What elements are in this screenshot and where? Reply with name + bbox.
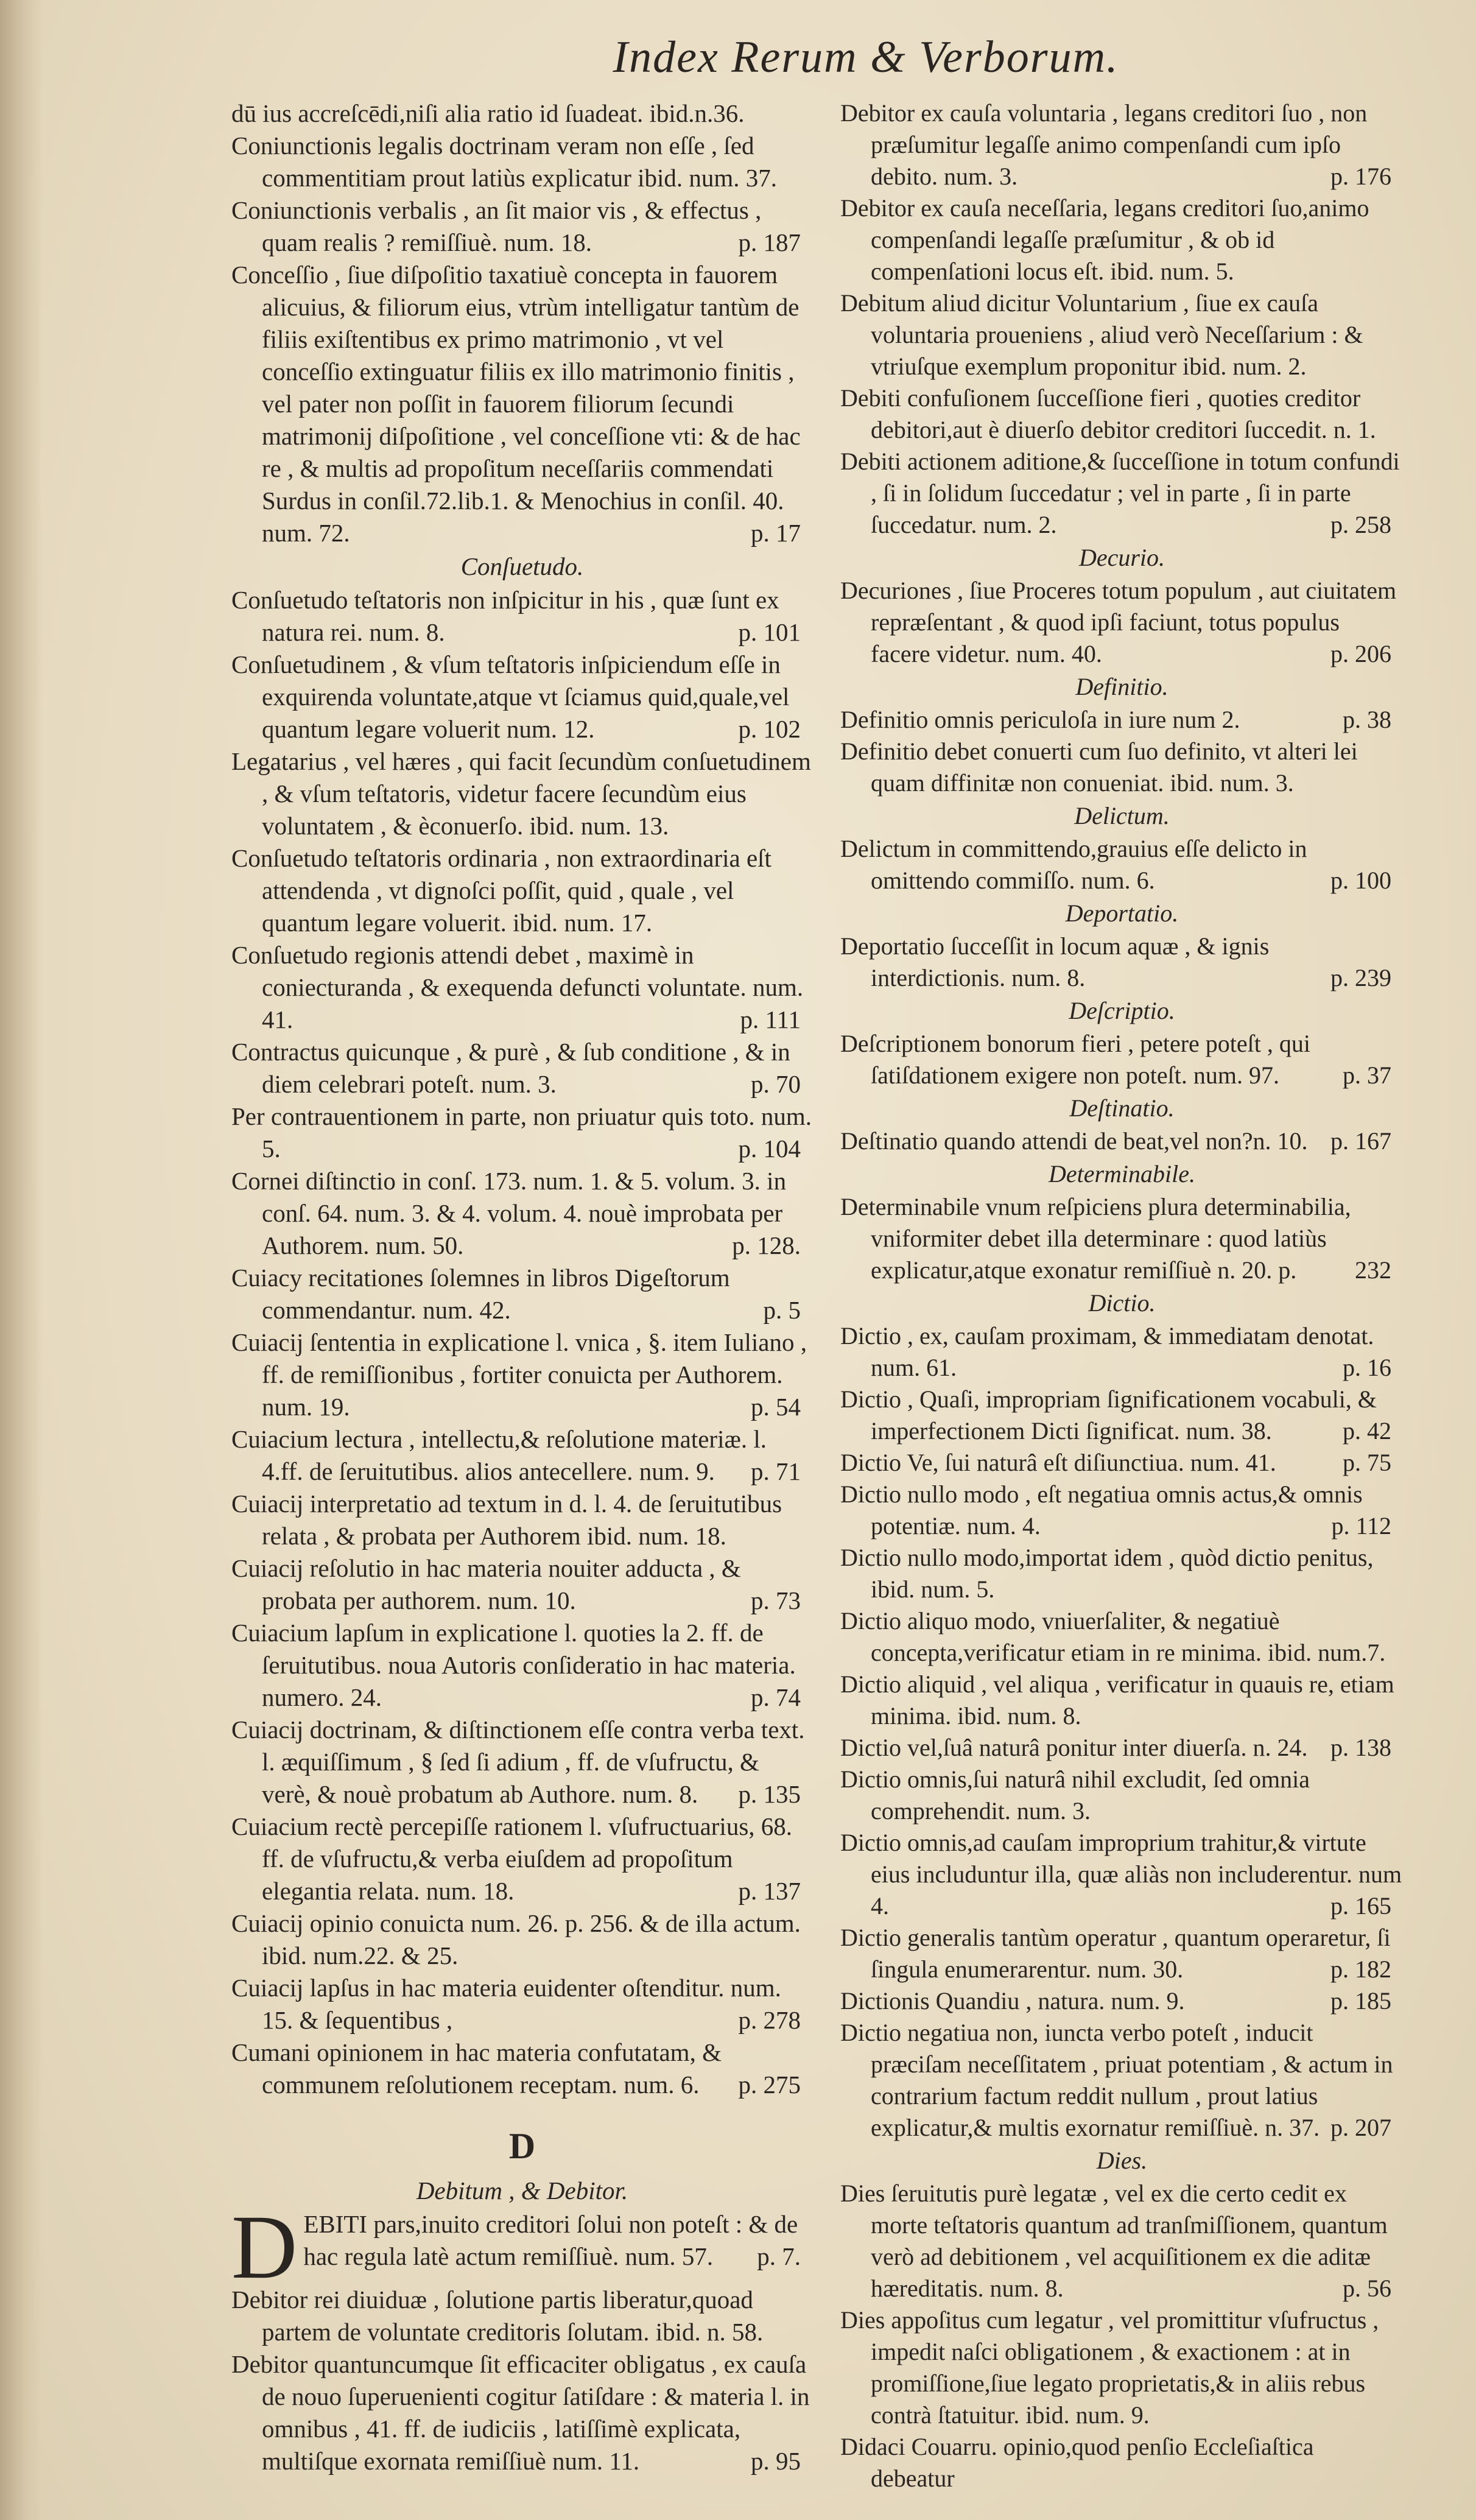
entry-text: Cuiacium lapſum in explicatione l. quoties la 2. ff. de ſeruitutibus. noua Autoris conſideratio in hac materia. numero. 24. [231,1619,796,1711]
index-entry [840,1479,1404,1542]
entry-text: Dictio negatiua non, iuncta verbo poteſt , inducit præciſam neceſſitatem , priuat potentiam , & actum in contrarium factum reddit nullum , prout latius explicatur,& multis exornatur remiſſiuè. n. 37. [840,2019,1393,2141]
index-entry [231,1907,813,1972]
index-entry [840,1028,1404,1091]
entry-text: dū ius accreſcēdi,niſi alia ratio id ſuadeat. ibid.n.36. [231,99,745,127]
entry-text: Conſuetudo teſtatoris ordinaria , non extraordinaria eſt attendenda , vt dignoſci poſſit, quid , quale , vel quantum legare voluerit. ibid. num. 17. [231,844,771,937]
page-reference: p. 100 [1330,867,1391,894]
index-entry [840,446,1404,541]
entry-text: Dictio omnis,ad cauſam improprium trahitur,& virtute eius includuntur illa, quæ aliàs non includerentur. num 4. [840,1829,1402,1920]
entry-text: Dictio nullo modo , eſt negatiua omnis actus,& omnis potentiæ. num. 4. [840,1480,1363,1540]
section-heading-deportatio: Deportatio. [1065,899,1179,927]
entry-text: Cornei diſtinctio in conſ. 173. num. 1. & 5. volum. 3. in conſ. 64. num. 3. & 4. volum. 4. nouè improbata per Authorem. num. 50. [231,1167,787,1259]
index-entry [840,575,1404,670]
entry-text: Legatarius , vel hæres , qui facit ſecundùm conſuetudinem , & vſum teſtatoris, videtur facere ſecundùm eius voluntatem , & èconuerſo. ibid. num. 13. [231,747,811,840]
entry-text: Cuiacij reſolutio in hac materia nouiter adducta , & probata per authorem. num. 10. [231,1554,741,1614]
entry-text: Cuiacium rectè percepiſſe rationem l. vſufructuarius, 68. ff. de vſufructu,& verba eiuſdem ad propoſitum elegantia relata. num. 18. [231,1812,793,1905]
index-entry [231,2284,813,2348]
page-reference: p. 112 [1331,1512,1391,1540]
entry-text: Dies appoſitus cum legatur , vel promittitur vſufructus , impedit naſci obligationem , & exactionem : at in promiſſione,ſiue legato proprietatis,& in aliis rebus contrà ſtatuitur. ibid. num. 9. [840,2306,1379,2429]
index-entry [231,2036,813,2101]
drop-cap: D [231,2197,298,2298]
entry-text: Dictio , Quaſi, impropriam ſignificationem vocabuli, & imperfectionem Dicti ſignificat. num. 38. [840,1385,1377,1445]
entry-text: Cuiacij lapſus in hac materia euidenter oſtenditur. num. 15. & ſequentibus , [231,1974,781,2034]
entry-text: Dictio generalis tantùm operatur , quantum operaretur, ſi ſingula enumerarentur. num. 30. [840,1924,1391,1983]
page-reference: p. 128. [732,1231,801,1259]
index-entry [231,1617,813,1714]
entry-text: Conſuetudinem , & vſum teſtatoris inſpiciendum eſſe in exquirenda voluntate,atque vt ſciamus quid,quale,vel quantum legare voluerit num. 12. [231,650,790,743]
page-reference: p. 42 [1343,1417,1391,1445]
index-entry [231,1100,813,1165]
index-entry [840,1542,1404,1605]
index-entry [231,584,813,649]
section-heading-dies: Dies. [1096,2147,1148,2174]
index-entry [840,1384,1404,1447]
entry-text: Definitio debet conuerti cum ſuo definito, vt alteri lei quam diffinitæ non conueniat. ibid. num. 3. [840,737,1358,797]
entry-text: Cuiacij ſententia in explicatione l. vnica , §. item Iuliano , ff. de remiſſionibus , fortiter conuicta per Authorem. num. 19. [231,1328,807,1421]
section-heading-delictum: Delictum. [1074,802,1170,829]
page-reference: p. 101 [738,618,801,646]
index-entry [840,2431,1404,2494]
index-entry [231,1714,813,1811]
entry-text: Cuiacij doctrinam, & diſtinctionem eſſe contra verba text. l. æquiſſimum , § ſed ſi adium , ff. de vſufructu, & verè, & nouè probatum ab Authore. num. 8. [231,1716,805,1808]
index-entry [840,2017,1404,2144]
page-reference: p. 74 [751,1683,801,1711]
page-reference: p. 278 [738,2006,801,2034]
entry-text: Determinabile vnum reſpiciens plura determinabilia, vniformiter debet illa determinare : quod latiùs explicatur,atque exonatur remiſſiuè n. 20. p. [840,1193,1351,1284]
index-entry [231,1488,813,1552]
section-heading-descriptio: Deſcriptio. [1069,997,1175,1024]
page-reference: p. 138 [1330,1734,1391,1761]
entry-text: Debitor rei diuiduæ , ſolutione partis liberatur,quoad partem de voluntate creditoris ſolutam. ibid. n. 58. [231,2286,764,2346]
index-entry [840,833,1404,896]
section-heading-definitio: Definitio. [1075,673,1168,700]
section-heading-dictio: Dictio. [1088,1289,1156,1317]
index-entry [840,704,1404,736]
entry-text: Dictio omnis,ſui naturâ nihil excludit, ſed omnia comprehendit. num. 3. [840,1765,1310,1825]
section-heading-destinatio: Deſtinatio. [1069,1094,1175,1122]
right-column [840,97,1404,2494]
index-entry [840,931,1404,994]
page-reference: p. 102 [738,715,801,743]
page-reference: p. 185 [1330,1987,1391,2015]
section-heading-decurio: Decurio. [1078,544,1165,571]
entry-text: Didaci Couarru. opinio,quod penſio Eccleſiaſtica debeatur [840,2433,1314,2492]
entry-text: Dictio , ex, cauſam proximam, & immediatam denotat. num. 61. [840,1322,1374,1381]
page-reference: p. 73 [751,1586,801,1614]
page-reference: p. 70 [751,1070,801,1098]
entry-text: Deſtinatio quando attendi de beat,vel non?n. 10. [840,1127,1308,1155]
entry-text: Conſuetudo regionis attendi debet , maximè in coniecturanda , & exequenda defuncti voluntate. num. 41. [231,941,804,1033]
entry-text: Dictio nullo modo,importat idem , quòd dictio penitus, ibid. num. 5. [840,1544,1374,1603]
index-entry [231,1262,813,1326]
entry-text: Debitor ex cauſa neceſſaria, legans creditori ſuo,animo compenſandi legaſſe præſumitur , & ob id compenſationi locus eſt. ibid. num. 5. [840,194,1369,285]
entry-text: Debitor quantuncumque ſit efficaciter obligatus , ex cauſa de nouo ſuperuenienti cogitur ſatiſdare : & materia l. in omnibus , 41. ff. de iudiciis , latiſſimè explicata, multiſque exornata remiſſiuè num. 11. [231,2350,810,2475]
entry-text: Debitor ex cauſa voluntaria , legans creditori ſuo , non præſumitur legaſſe animo compenſandi cum ipſo debito. num. 3. [840,99,1368,190]
index-entry [231,130,813,194]
index-entry [840,736,1404,799]
page-reference: p. 17 [751,519,801,547]
index-entry [840,287,1404,382]
index-entry [231,97,813,130]
index-entry [231,2348,813,2477]
page-reference: p. 95 [751,2447,801,2475]
page-reference: p. 54 [751,1393,801,1421]
entry-text: Cuiacium lectura , intellectu,& reſolutione materiæ. l. 4.ff. de ſeruitutibus. alios antecellere. num. 9. [231,1425,767,1485]
index-entry [231,1326,813,1423]
left-column [231,97,813,2477]
page-reference: p. 38 [1343,706,1391,733]
entry-text: Per contrauentionem in parte, non priuatur quis toto. num. 5. [231,1102,812,1163]
page-title: Index Rerum & Verborum. [613,32,1119,82]
index-entry [231,259,813,549]
index-entry [231,1552,813,1617]
index-entry [840,1669,1404,1732]
section-heading-determinabile: Determinabile. [1048,1160,1196,1188]
index-entry [840,1125,1404,1157]
index-entry [231,1811,813,1907]
entry-text: Decuriones , ſiue Proceres totum populum , aut ciuitatem repræſentant , & quod ipſi faciunt, totus populus facere videtur. num. 40. [840,577,1397,667]
index-entry [840,2304,1404,2431]
page-reference: p. 258 [1330,511,1391,538]
entry-text: Cuiacy recitationes ſolemnes in libros Digeſtorum commendantur. num. 42. [231,1264,730,1324]
entry-text: Dictio aliquo modo, vniuerſaliter, & negatiuè concepta,verificatur etiam in re minima. ibid. num.7. [840,1607,1386,1666]
index-entry [840,1985,1404,2017]
index-entry [231,745,813,842]
page-reference: p. 275 [738,2071,801,2099]
entry-text: Cuiacij opinio conuicta num. 26. p. 256. & de illa actum. ibid. num.22. & 25. [231,1909,801,1969]
index-entry [840,1605,1404,1669]
index-entry [840,1732,1404,1764]
letter-heading-d: D [508,2126,536,2166]
entry-text: Deportatio ſucceſſit in locum aquæ , & ignis interdictionis. num. 8. [840,932,1270,991]
book-spine-shadow [0,0,43,2520]
index-entry [840,1827,1404,1922]
page-reference: p. 206 [1330,640,1391,667]
entry-text: EBITI pars,inuito creditori ſolui non poteſt : & de hac regula latè actum remiſſiuè. num. 57. [303,2210,798,2270]
page-reference: p. 165 [1330,1892,1391,1920]
index-entry [231,1972,813,2036]
page-reference: p. 75 [1343,1449,1391,1476]
page-reference: p. 187 [738,228,801,256]
index-entry [231,1423,813,1488]
page-reference: p. 104 [738,1135,801,1163]
index-entry [231,842,813,939]
entry-text: Deſcriptionem bonorum fieri , petere poteſt , qui ſatiſdationem exigere non poteſt. num. 97. [840,1030,1310,1089]
index-entry [840,97,1404,192]
page-reference: p. 137 [738,1877,801,1905]
index-entry [231,1165,813,1262]
entry-text: Coniunctionis legalis doctrinam veram non eſſe , ſed commentitiam prout latiùs explicatur ibid. num. 37. [231,132,778,192]
page-reference: p. 135 [738,1780,801,1808]
index-entry [231,1036,813,1100]
page-reference: p. 37 [1343,1061,1391,1089]
entry-text: Debiti confuſionem ſucceſſione fieri , quoties creditor debitori,aut è diuerſo debitor creditori ſuccedit. n. 1. [840,384,1376,443]
page-reference: p. 207 [1330,2114,1391,2141]
entry-text: Dictio aliquid , vel aliqua , verificatur in quauis re, etiam minima. ibid. num. 8. [840,1670,1394,1730]
index-entry [840,192,1404,287]
entry-text: Cumani opinionem in hac materia confutatam, & communem reſolutionem receptam. num. 6. [231,2038,722,2099]
page-reference: p. 5 [763,1296,801,1324]
page-reference: p. 167 [1330,1127,1391,1155]
entry-text: Cuiacij interpretatio ad textum in d. l. 4. de ſeruitutibus relata , & probata per Authorem ibid. num. 18. [231,1490,782,1550]
entry-text: Debitum aliud dicitur Voluntarium , ſiue ex cauſa voluntaria proueniens , aliud verò Neceſſarium : & vtriuſque exemplum proponitur ibid. num. 2. [840,289,1363,380]
entry-text: Definitio omnis periculoſa in iure num 2. [840,706,1240,733]
index-entry [840,1447,1404,1479]
page-reference: p. 176 [1330,163,1391,190]
index-entry [840,1320,1404,1384]
entry-text: Dictio Ve, ſui naturâ eſt diſiunctiua. num. 41. [840,1449,1276,1476]
index-entry [840,1764,1404,1827]
index-entry [840,382,1404,446]
page-reference: p. 56 [1343,2275,1391,2302]
page-reference: p. 7. [757,2242,801,2270]
page-reference: p. 71 [751,1457,801,1485]
index-entry [231,939,813,1036]
entry-text: Contractus quicunque , & purè , & ſub conditione , & in diem celebrari poteſt. num. 3. [231,1038,790,1098]
page-header [0,32,1476,83]
entry-text: Conceſſio , ſiue diſpoſitio taxatiuè concepta in fauorem alicuius, & filiorum eius, vtrùm intelligatur tantùm de filiis exiſtentibus ex primo matrimonio , vt vel conceſſio extinguatur filiis ex illo matrimonio finitis , vel pater non poſſit in fauorem filiorum ſecundi matrimonij diſpoſitione , vel conceſſione vti: & de hac re , & multis ad propoſitum neceſſariis commendati Surdus in conſil.72.lib.1. & Menochius in conſil. 40. num. 72. [231,261,801,547]
entry-text: Dies ſeruitutis purè legatæ , vel ex die certo cedit ex morte teſtatoris quantum ad tranſmiſſionem, quantum verò ad debitionem , vel acquiſitionem ex die aditæ hæreditatis. num. 8. [840,2180,1388,2302]
page-reference: p. 239 [1330,964,1391,991]
index-entry [231,194,813,259]
entry-text: Delictum in committendo,grauius eſſe delicto in omittendo commiſſo. num. 6. [840,835,1307,894]
entry-text: Debiti actionem aditione,& ſucceſſione in totum confundi , ſi in ſolidum ſuccedatur ; vel in parte , ſi in parte ſuccedatur. num. 2. [840,448,1400,538]
index-entry [840,1922,1404,1985]
page-reference: p. 111 [740,1005,801,1033]
index-entry [840,1191,1404,1286]
entry-text: Dictio vel,ſuâ naturâ ponitur inter diuerſa. n. 24. [840,1734,1308,1761]
entry-text: Coniunctionis verbalis , an ſit maior vis , & effectus , quam realis ? remiſſiuè. num. 18. [231,196,762,256]
section-heading-consuetudo: Conſuetudo. [460,552,584,580]
entry-text: Conſuetudo teſtatoris non inſpicitur in his , quæ ſunt ex natura rei. num. 8. [231,586,779,646]
entry-text: Dictionis Quandiu , natura. num. 9. [840,1987,1185,2015]
index-entry [231,649,813,745]
index-entry-first [231,2197,813,2298]
page-reference: p. 182 [1330,1955,1391,1983]
page-reference: 232 [1355,1256,1391,1284]
page-reference: p. 16 [1343,1354,1391,1381]
section-heading-debitum: Debitum , & Debitor. [416,2177,628,2205]
index-entry [840,2178,1404,2304]
